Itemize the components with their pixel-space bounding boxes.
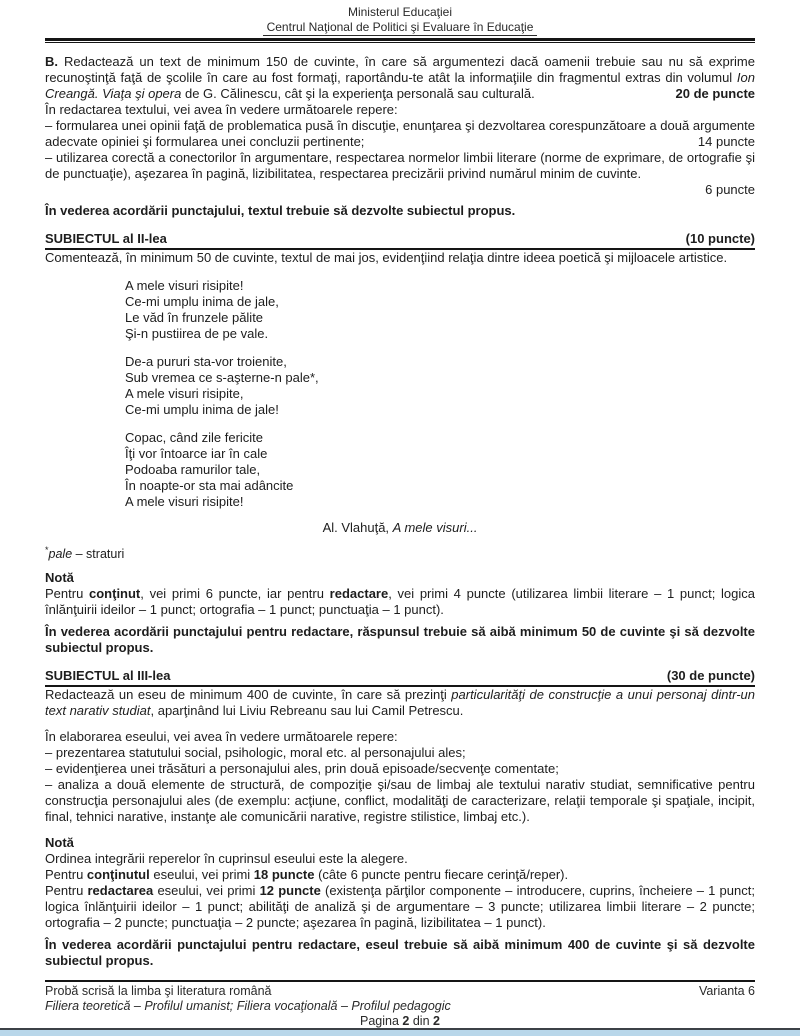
- nota-line: [45, 883, 755, 931]
- repere-item: – utilizarea corectă a conectorilor în argumentare, respectarea normelor limbii literare (norme de exprimare, de ortografie şi de punctuaţie), aşezarea în pagină, lizibilitatea, respectarea precizării privind numărul minim de cuvinte.: [45, 150, 755, 181]
- text-segment: Pentru: [45, 883, 88, 899]
- poem-line: În noapte-or sta mai adâncite: [125, 478, 294, 493]
- poem-line: Ce-mi umplu inima de jale,: [125, 294, 279, 309]
- poem-line: A mele visuri risipite!: [125, 278, 244, 293]
- footer-rule: [45, 980, 755, 982]
- nota-line: Ordinea integrării reperelor în cuprinsul eseului este la alegere.: [45, 851, 408, 867]
- footnote: [45, 542, 755, 562]
- header-rule: [45, 38, 755, 43]
- footnote-marker: *: [45, 545, 49, 555]
- poem-line: Podoaba ramurilor tale,: [125, 462, 261, 477]
- footer-exam-name: Probă scrisă la limba şi literatura română: [45, 984, 272, 998]
- subject3-repere-intro: În elaborarea eseului, vei avea în vedere următoarele repere:: [45, 729, 398, 745]
- ministry-name: Ministerul Educaţiei: [347, 5, 453, 19]
- poem-line: Copac, când zile fericite: [125, 430, 264, 445]
- subject3-points: (30 de puncte): [666, 668, 755, 684]
- text-segment-bold: conţinut: [89, 586, 141, 602]
- page-current: 2: [402, 1014, 410, 1028]
- poem-line: De-a pururi sta-vor troienite,: [125, 354, 287, 369]
- footnote-word: pale: [48, 547, 73, 562]
- repere-intro: În redactarea textului, vei avea în vedere următoarele repere:: [45, 102, 398, 117]
- item-points: 14 puncte: [692, 134, 755, 150]
- footer-track-info: Filiera teoretică – Profilul umanist; Filiera vocaţională – Profilul pedagogic: [45, 999, 451, 1013]
- footer-variant: Varianta 6: [698, 984, 755, 998]
- subject3-task: [45, 687, 755, 719]
- text-segment-bold: 12 puncte: [259, 883, 321, 899]
- subject2-points: (10 puncte): [685, 231, 755, 246]
- text-segment: Pentru: [45, 586, 89, 602]
- part-b-note: În vederea acordării punctajului, textul trebuie să dezvolte subiectul propus.: [45, 203, 516, 218]
- text-segment: (câte 6 puncte pentru fiecare cerinţă/reper).: [314, 867, 569, 883]
- text-segment: – straturi: [72, 547, 125, 562]
- item-points: 6 puncte: [705, 182, 755, 197]
- nota-heading: Notă: [45, 570, 74, 586]
- text-segment-italic: particularităţi de construcţie a unui personaj dintr-un text narativ studiat: [45, 687, 755, 719]
- text-segment: Pentru: [45, 867, 87, 883]
- text-segment: de G. Călinescu, cât şi la experienţa personală sau culturală.: [181, 86, 535, 101]
- subject3-title: SUBIECTUL al III-lea: [45, 668, 171, 684]
- poem-line: A mele visuri risipite!: [125, 494, 244, 509]
- text-segment: Redactează un text de minimum 150 de cuvinte, în care să argumentezi dacă oamenii trebuie sau nu să exprime recunoştinţă faţă de şcolile în care au fost formaţi, raportându-te atât la informaţiile din fragmentul extras din volumul: [45, 54, 755, 85]
- poem-line: Îţi vor întoarce iar în cale: [125, 446, 268, 461]
- text-segment: (existenţa părţilor componente – introducere, cuprins, încheiere – 1 punct; logica înlănţuirii ideilor – 1 punct; abilităţi de analiză şi de argumentare – 3 puncte; utilizarea limbii literare – 2 puncte; ortografia – 2 puncte; punctuaţia – 2 puncte; aşezarea în pagină, lizibilitatea – 1 punct).: [45, 883, 755, 931]
- window-bottom-edge: [0, 1028, 800, 1036]
- subject2-heading: [45, 231, 755, 250]
- book-title: Ion Creangă. Viaţa şi opera: [45, 70, 755, 101]
- poem-stanza: [125, 430, 755, 510]
- poem-line: Le văd în frunzele pălite: [125, 310, 264, 325]
- part-b-task: [45, 54, 755, 102]
- center-name: Centrul Naţional de Politici şi Evaluare în Educaţie: [263, 20, 538, 36]
- poem-stanza: [125, 278, 755, 342]
- poem-title: A mele visuri...: [392, 520, 478, 535]
- text-segment: eseului, vei primi: [153, 883, 260, 899]
- document-body: [45, 54, 755, 969]
- poem: [125, 278, 755, 510]
- nota-line: [45, 867, 755, 883]
- author-name: Al. Vlahuţă,: [322, 520, 393, 535]
- text-segment: Pagina: [360, 1014, 403, 1028]
- subject3-note: În vederea acordării punctajului pentru redactare, eseul trebuie să aibă minimum 400 de cuvinte şi să dezvolte subiectul propus.: [45, 937, 755, 969]
- footer-page-number: [45, 1014, 755, 1029]
- nota-heading: Notă: [45, 835, 74, 851]
- document-footer: [45, 980, 755, 1029]
- subject3-heading: [45, 668, 755, 687]
- repere-item: – analiza a două elemente de structură, de compoziţie şi/sau de limbaj ale textului narativ studiat, semnificative pentru construcţia personajului ales (de exemplu: acţiune, conflict, modalităţi de caracterizare, relaţii temporale şi spaţiale, incipit, final, tehnici narative, instanţe ale comunicării narative, registre stilistice, limbaj etc.).: [45, 777, 755, 825]
- poem-attribution: [45, 520, 755, 536]
- poem-line: Şi-n pustiirea de pe vale.: [125, 326, 269, 341]
- part-b-label: B.: [45, 54, 58, 69]
- subject2-note: În vederea acordării punctajului pentru redactare, răspunsul trebuie să aibă minimum 50 de cuvinte şi să dezvolte subiectul propus.: [45, 624, 755, 656]
- repere-item: [45, 118, 755, 150]
- repere-item: – evidenţierea unei trăsături a personajului ales, prin două episoade/secvenţe comentate;: [45, 761, 559, 777]
- poem-line: Ce-mi umplu inima de jale!: [125, 402, 279, 417]
- text-segment-bold: redactare: [329, 586, 389, 602]
- text-segment: , vei primi 6 puncte, iar pentru: [140, 586, 330, 602]
- nota-text: [45, 586, 755, 618]
- subject2-intro: Comentează, în minimum 50 de cuvinte, textul de mai jos, evidenţiind relaţia dintre ideea poetică şi mijloacele artistice.: [45, 250, 728, 265]
- text-segment-bold: 18 puncte: [253, 867, 315, 883]
- subject2-title: SUBIECTUL al II-lea: [45, 231, 167, 246]
- text-segment: eseului, vei primi: [149, 867, 254, 883]
- text-segment-bold: redactarea: [87, 883, 154, 899]
- text-segment: Redactează un eseu de minimum 400 de cuvinte, în care să prezinţi: [45, 687, 452, 703]
- repere-item: – prezentarea statutului social, psihologic, moral etc. al personajului ales;: [45, 745, 466, 761]
- part-b-points: 20 de puncte: [670, 86, 755, 102]
- text-segment: , vei primi 4 puncte (utilizarea limbii literare – 1 punct; logica înlănţuirii ideilor – 1 punct; ortografia – 1 punct; punctuaţia – 1 punct).: [45, 586, 755, 618]
- document-header: [0, 0, 800, 36]
- poem-line: A mele visuri risipite,: [125, 386, 244, 401]
- poem-stanza: [125, 354, 755, 418]
- poem-line: Sub vremea ce s-aşterne-n pale*,: [125, 370, 319, 385]
- text-segment: , aparţinând lui Liviu Rebreanu sau lui Camil Petrescu.: [150, 703, 464, 719]
- text-segment: – formularea unei opinii faţă de problematica pusă în discuţie, enunţarea şi dezvoltarea corespunzătoare a două argumente adecvate opiniei şi formularea unei concluzii pertinente;: [45, 118, 755, 149]
- page-total: 2: [433, 1014, 440, 1028]
- text-segment: din: [409, 1014, 434, 1028]
- text-segment-bold: conţinutul: [86, 867, 150, 883]
